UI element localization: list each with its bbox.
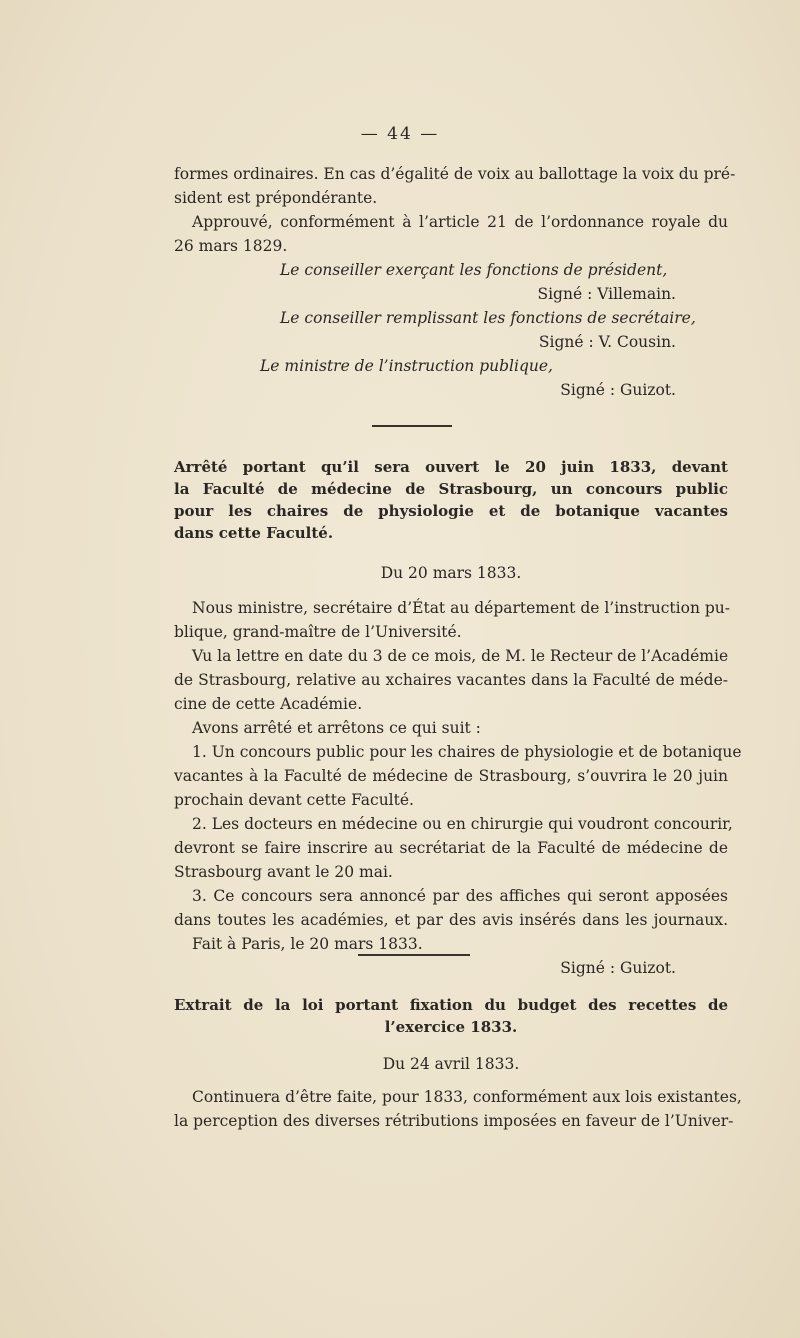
- text-line: Avons arrêté et arrêtons ce qui suit :: [192, 719, 481, 737]
- text-line: dans toutes les académies, et par des avis insérés dans les journaux.: [174, 911, 728, 929]
- text-line: Continuera d’être faite, pour 1833, conformément aux lois existantes,: [192, 1088, 742, 1106]
- text-line: blique, grand-maître de l’Université.: [174, 623, 462, 641]
- page-number: — 44 —: [360, 124, 440, 144]
- arrete-body: [174, 596, 742, 980]
- signature-name-guizot: Signé : Guizot.: [560, 381, 676, 399]
- arrete-date: Du 20 mars 1833.: [380, 564, 522, 582]
- text-line: Approuvé, conformément à l’article 21 de l’ordonnance royale du: [192, 213, 728, 231]
- heading-line: dans cette Faculté.: [174, 524, 334, 542]
- separator-rule: [372, 425, 452, 427]
- heading-line: la Faculté de médecine de Strasbourg, un concours public: [174, 480, 728, 498]
- text-line: vacantes à la Faculté de médecine de Strasbourg, s’ouvrira le 20 juin: [174, 767, 728, 785]
- text-line: cine de cette Académie.: [174, 695, 363, 713]
- signature-title-secretaire: Le conseiller remplissant les fonctions de secrétaire,: [280, 309, 696, 327]
- signature-name-guizot: Signé : Guizot.: [560, 959, 676, 977]
- extrait-heading: [174, 994, 728, 1038]
- article-3: 3. Ce concours sera annoncé par des affiches qui seront apposées: [192, 887, 728, 905]
- text-line: 26 mars 1829.: [174, 237, 288, 255]
- text-line: Vu la lettre en date du 3 de ce mois, de M. le Recteur de l’Académie: [192, 647, 729, 665]
- heading-line: l’exercice 1833.: [384, 1018, 518, 1036]
- signature-title-ministre: Le ministre de l’instruction publique,: [260, 357, 553, 375]
- text-line: la perception des diverses rétributions imposées en faveur de l’Univer-: [174, 1112, 734, 1130]
- separator-rule: [358, 954, 470, 956]
- text-line: Nous ministre, secrétaire d’État au département de l’instruction pu-: [192, 599, 730, 617]
- article-2: 2. Les docteurs en médecine ou en chirurgie qui voudront concourir,: [192, 815, 733, 833]
- heading-line: pour les chaires de physiologie et de botanique vacantes: [174, 502, 728, 520]
- signature-title-president: Le conseiller exerçant les fonctions de président,: [280, 261, 668, 279]
- text-line: de Strasbourg, relative au xchaires vacantes dans la Faculté de méde-: [174, 671, 728, 689]
- extrait-body: [174, 1085, 742, 1133]
- signature-name-villemain: Signé : Villemain.: [537, 285, 676, 303]
- arrete-heading: [174, 456, 728, 544]
- heading-line: Extrait de la loi portant fixation du budget des recettes de: [174, 996, 728, 1014]
- signature-name-cousin: Signé : V. Cousin.: [538, 333, 676, 351]
- text-line: sident est prépondérante.: [174, 189, 378, 207]
- text-line: formes ordinaires. En cas d’égalité de voix au ballottage la voix du pré-: [174, 165, 736, 183]
- top-block: [174, 162, 736, 402]
- extrait-date: Du 24 avril 1833.: [382, 1055, 520, 1073]
- heading-line: Arrêté portant qu’il sera ouvert le 20 juin 1833, devant: [174, 458, 728, 476]
- article-1: 1. Un concours public pour les chaires de physiologie et de botanique: [192, 743, 742, 761]
- text-line: Strasbourg avant le 20 mai.: [174, 863, 393, 881]
- text-line: devront se faire inscrire au secrétariat de la Faculté de médecine de: [174, 839, 728, 857]
- text-line: Fait à Paris, le 20 mars 1833.: [192, 935, 423, 953]
- text-line: prochain devant cette Faculté.: [174, 791, 414, 809]
